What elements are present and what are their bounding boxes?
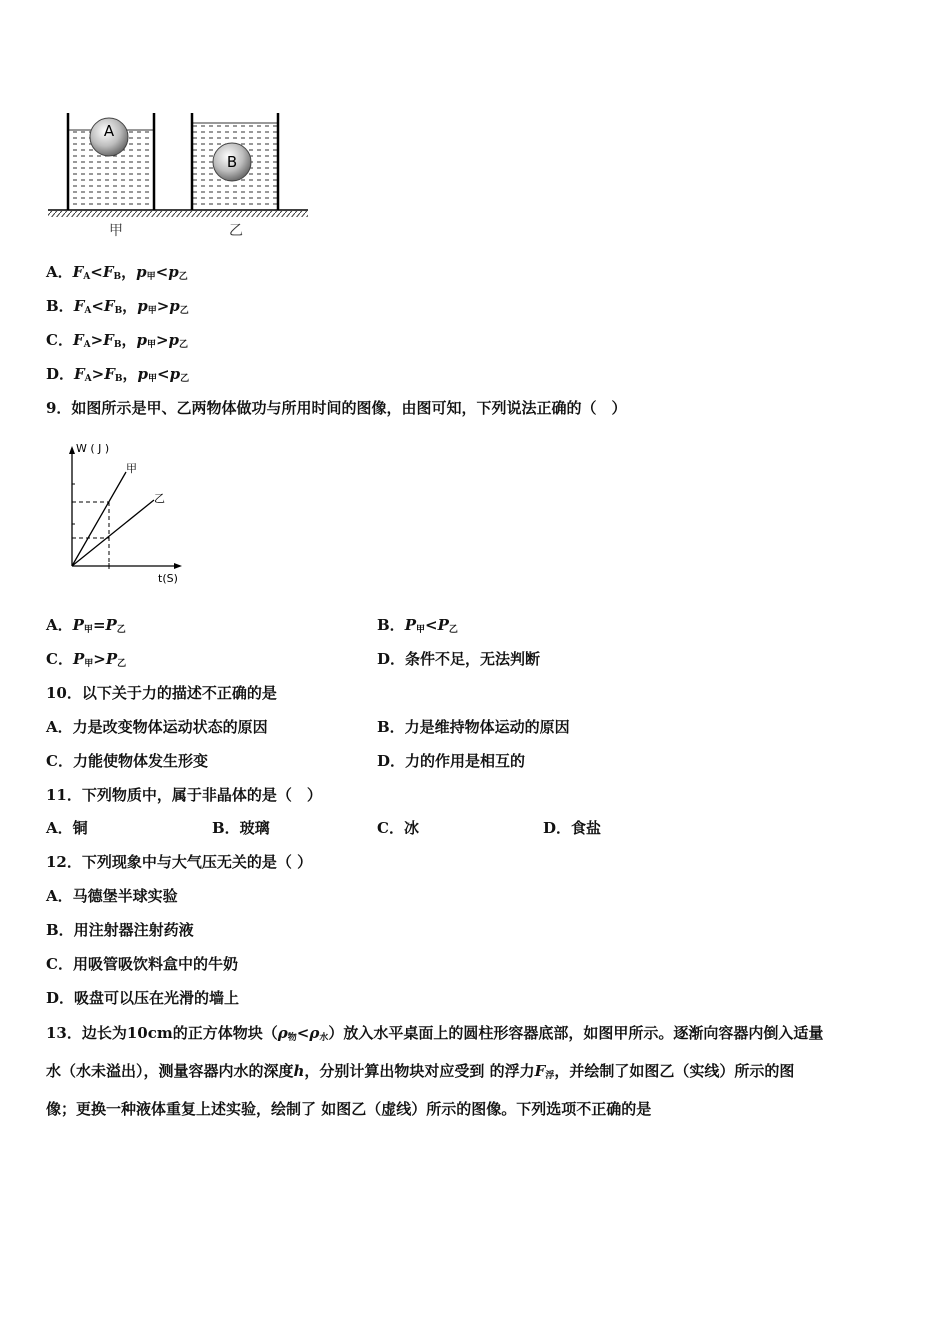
q9-option-a[interactable]: A．$P_甲=P_乙$ <box>46 616 126 635</box>
q9-stem: 9．如图所示是甲、乙两物体做功与所用时间的图像，由图可知，下列说法正确的（ ） <box>46 399 627 417</box>
q8-option-d[interactable]: D．$F_A>F_B$，$p_甲<p_乙$ <box>46 365 190 384</box>
q11-option-b[interactable]: B．玻璃 <box>212 819 270 837</box>
q12-option-d[interactable]: D．吸盘可以压在光滑的墙上 <box>46 989 240 1007</box>
ball-a-label: A <box>103 122 115 140</box>
caption-jia: 甲 <box>109 223 123 239</box>
q12-option-a[interactable]: A．马德堡半球实验 <box>46 887 178 905</box>
q12-option-c[interactable]: C．用吸管吸饮料盒中的牛奶 <box>46 955 238 973</box>
line-yi <box>72 500 154 566</box>
q11-stem: 11．下列物质中，属于非晶体的是（ ） <box>46 786 322 804</box>
q10-option-d[interactable]: D．力的作用是相互的 <box>377 752 526 770</box>
q10-option-a[interactable]: A．力是改变物体运动状态的原因 <box>46 718 268 736</box>
q12-option-b[interactable]: B．用注射器注射药液 <box>46 921 194 939</box>
q13-stem-line-2: 水（水未溢出），测量容器内水的深度h，分别计算出物块对应受到 的浮力$F_浮$，并绘制了如图乙（实线）所示的图 <box>46 1062 795 1081</box>
q10-stem: 10．以下关于力的描述不正确的是 <box>46 684 277 702</box>
q8-option-c[interactable]: C．$F_A>F_B$，$p_甲>p_乙$ <box>46 331 189 350</box>
question-8-figure <box>40 105 320 245</box>
q9-option-d[interactable]: D．条件不足，无法判断 <box>377 650 541 668</box>
q13-stem-line-3: 像；更换一种液体重复上述实验，绘制了 如图乙（虚线）所示的图像。下列选项不正确的是 <box>46 1100 652 1118</box>
line-jia-label: 甲 <box>126 462 137 475</box>
line-yi-label: 乙 <box>154 492 165 505</box>
q8-option-a[interactable]: A．$F_A<F_B$，$p_甲<p_乙$ <box>46 263 188 282</box>
q10-option-b[interactable]: B．力是维持物体运动的原因 <box>377 718 570 736</box>
q11-option-d[interactable]: D．食盐 <box>543 819 602 837</box>
q13-stem-line-1: 13．边长为10cm的正方体物块$(\rho_物<\rho_水)$放入水平桌面上的圆柱形容器底部，如图甲所示。逐渐向容器内倒入适量 <box>46 1024 824 1043</box>
line-jia <box>72 472 126 566</box>
q11-option-a[interactable]: A．铜 <box>46 819 88 837</box>
q9-option-b[interactable]: B．$P_甲<P_乙$ <box>377 616 458 635</box>
y-axis-label: W ( J ) <box>76 442 110 455</box>
q11-option-c[interactable]: C．冰 <box>377 819 419 837</box>
caption-yi: 乙 <box>229 223 243 239</box>
ball-b-label: B <box>226 153 238 171</box>
q8-option-b[interactable]: B．$F_A<F_B$，$p_甲>p_乙$ <box>46 297 189 316</box>
q9-option-c[interactable]: C．$P_甲>P_乙$ <box>46 650 127 669</box>
q9-work-time-graph <box>62 438 192 588</box>
x-axis-label: t(S) <box>158 572 178 585</box>
q10-option-c[interactable]: C．力能使物体发生形变 <box>46 752 208 770</box>
q12-stem: 12．下列现象中与大气压无关的是（ ） <box>46 853 313 871</box>
